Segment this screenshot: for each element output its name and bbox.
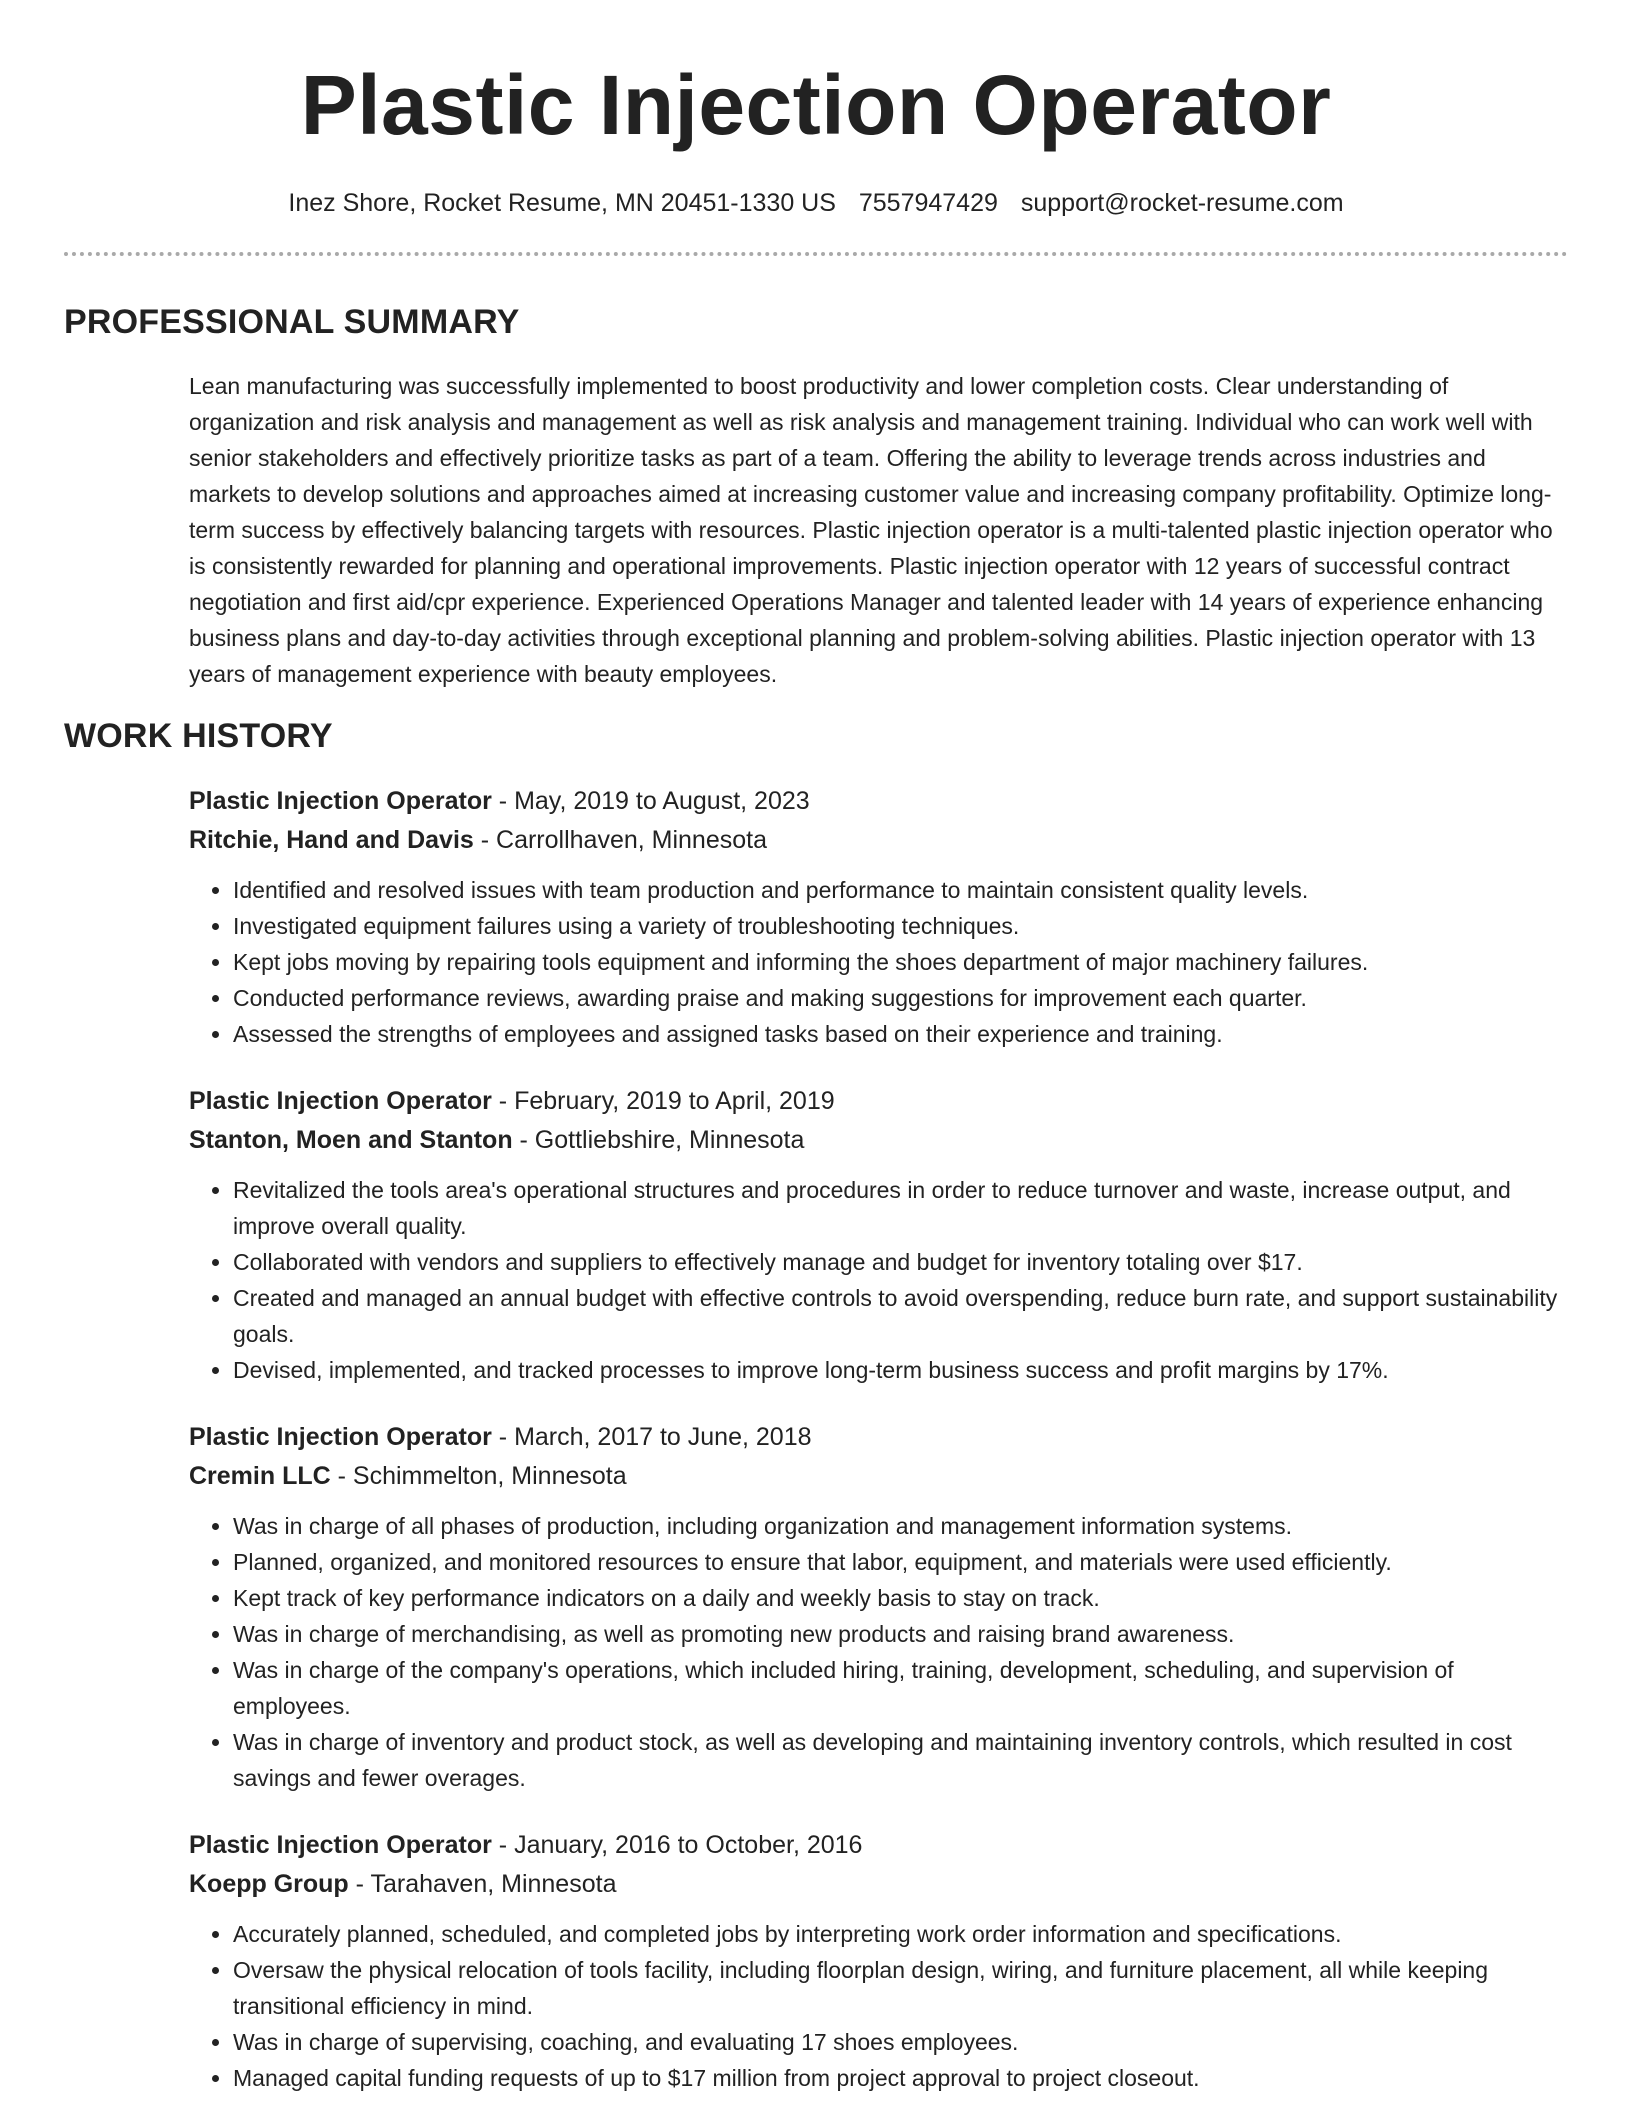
job-bullet: • Kept jobs moving by repairing tools equipment and informing the shoes department of major machinery failures. <box>233 944 1568 980</box>
job-title: Plastic Injection Operator <box>189 1087 492 1115</box>
job-company-line <box>189 1457 1568 1496</box>
job-bullet: • Revitalized the tools area's operational structures and procedures in order to reduce turnover and waste, increase output, and improve overall quality. <box>233 1172 1568 1244</box>
job-company: Koepp Group <box>189 1870 349 1898</box>
job-location: - Tarahaven, Minnesota <box>348 1870 617 1898</box>
job-bullet: • Was in charge of inventory and product stock, as well as developing and maintaining inventory controls, which resulted in cost savings and fewer overages. <box>233 1724 1568 1796</box>
job-title-line <box>189 1826 1568 1865</box>
job-entry <box>189 1418 1568 1796</box>
job-bullet: • Oversaw the physical relocation of tools facility, including floorplan design, wiring, and furniture placement, all while keeping transitional efficiency in mind. <box>233 1952 1568 2024</box>
job-bullets <box>189 1172 1568 1388</box>
job-bullet: • Managed capital funding requests of up to $17 million from project approval to project closeout. <box>233 2060 1568 2096</box>
job-title: Plastic Injection Operator <box>189 1831 492 1859</box>
contact-address: Inez Shore, Rocket Resume, MN 20451-1330 US <box>288 189 836 217</box>
job-bullet: • Was in charge of supervising, coaching, and evaluating 17 shoes employees. <box>233 2024 1568 2060</box>
job-dates: - March, 2017 to June, 2018 <box>491 1423 812 1451</box>
job-bullet: • Accurately planned, scheduled, and completed jobs by interpreting work order information and specifications. <box>233 1916 1568 1952</box>
job-location: - Carrollhaven, Minnesota <box>473 826 767 854</box>
resume-title: Plastic Injection Operator <box>300 58 1332 152</box>
job-bullet: • Collaborated with vendors and suppliers to effectively manage and budget for inventory totaling over $17. <box>233 1244 1568 1280</box>
header-divider <box>64 252 1568 256</box>
job-bullets <box>189 1508 1568 1796</box>
job-bullet: • Identified and resolved issues with team production and performance to maintain consistent quality levels. <box>233 872 1568 908</box>
job-location: - Schimmelton, Minnesota <box>330 1462 627 1490</box>
job-title: Plastic Injection Operator <box>189 787 492 815</box>
job-company: Stanton, Moen and Stanton <box>189 1126 513 1154</box>
job-bullet: • Kept track of key performance indicators on a daily and weekly basis to stay on track. <box>233 1580 1568 1616</box>
job-dates: - May, 2019 to August, 2023 <box>491 787 810 815</box>
job-dates: - February, 2019 to April, 2019 <box>491 1087 835 1115</box>
job-bullets <box>189 872 1568 1052</box>
summary-heading: PROFESSIONAL SUMMARY <box>64 303 520 341</box>
job-company-line <box>189 1865 1568 1904</box>
job-entry <box>189 782 1568 1052</box>
job-bullet: • Conducted performance reviews, awarding praise and making suggestions for improvement each quarter. <box>233 980 1568 1016</box>
job-bullet: • Devised, implemented, and tracked processes to improve long-term business success and profit margins by 17%. <box>233 1352 1568 1388</box>
contact-phone: 7557947429 <box>858 189 998 217</box>
job-dates: - January, 2016 to October, 2016 <box>491 1831 863 1859</box>
job-bullet: • Created and managed an annual budget with effective controls to avoid overspending, reduce burn rate, and support sustainability goals. <box>233 1280 1568 1352</box>
job-company-line <box>189 1121 1568 1160</box>
job-bullet: • Was in charge of merchandising, as well as promoting new products and raising brand awareness. <box>233 1616 1568 1652</box>
contact-line <box>64 186 1568 220</box>
job-location: - Gottliebshire, Minnesota <box>512 1126 805 1154</box>
job-title: Plastic Injection Operator <box>189 1423 492 1451</box>
job-bullet: • Assessed the strengths of employees and assigned tasks based on their experience and training. <box>233 1016 1568 1052</box>
job-title-line <box>189 1418 1568 1457</box>
job-company: Cremin LLC <box>189 1462 331 1490</box>
job-company-line <box>189 821 1568 860</box>
job-bullet: • Was in charge of all phases of production, including organization and management information systems. <box>233 1508 1568 1544</box>
job-entry <box>189 1826 1568 2096</box>
job-title-line <box>189 1082 1568 1121</box>
job-bullet: • Investigated equipment failures using a variety of troubleshooting techniques. <box>233 908 1568 944</box>
contact-email: support@rocket-resume.com <box>1020 189 1344 217</box>
job-company: Ritchie, Hand and Davis <box>189 826 474 854</box>
job-bullets <box>189 1916 1568 2096</box>
job-title-line <box>189 782 1568 821</box>
job-bullet: • Was in charge of the company's operations, which included hiring, training, development, scheduling, and supervision of employees. <box>233 1652 1568 1724</box>
work-history-heading: WORK HISTORY <box>64 717 333 755</box>
job-bullet: • Planned, organized, and monitored resources to ensure that labor, equipment, and materials were used efficiently. <box>233 1544 1568 1580</box>
summary-text: Lean manufacturing was successfully implemented to boost productivity and lower completion costs. Clear understanding of organization and risk analysis and management as well as risk analysis and management training. Individual who can work well with senior stakeholders and effectively prioritize tasks as part of a team. Offering the ability to leverage trends across industries and markets to develop solutions and approaches aimed at increasing customer value and increasing company profitability. Optimize long-term success by effectively balancing targets with resources. Plastic injection operator is a multi-talented plastic injection operator who is consistently rewarded for planning and operational improvements. Plastic injection operator with 12 years of successful contract negotiation and first aid/cpr experience. Experienced Operations Manager and talented leader with 14 years of experience enhancing business plans and day-to-day activities through exceptional planning and problem-solving abilities. Plastic injection operator with 13 years of management experience with beauty employees. <box>189 373 1553 687</box>
job-entry <box>189 1082 1568 1388</box>
